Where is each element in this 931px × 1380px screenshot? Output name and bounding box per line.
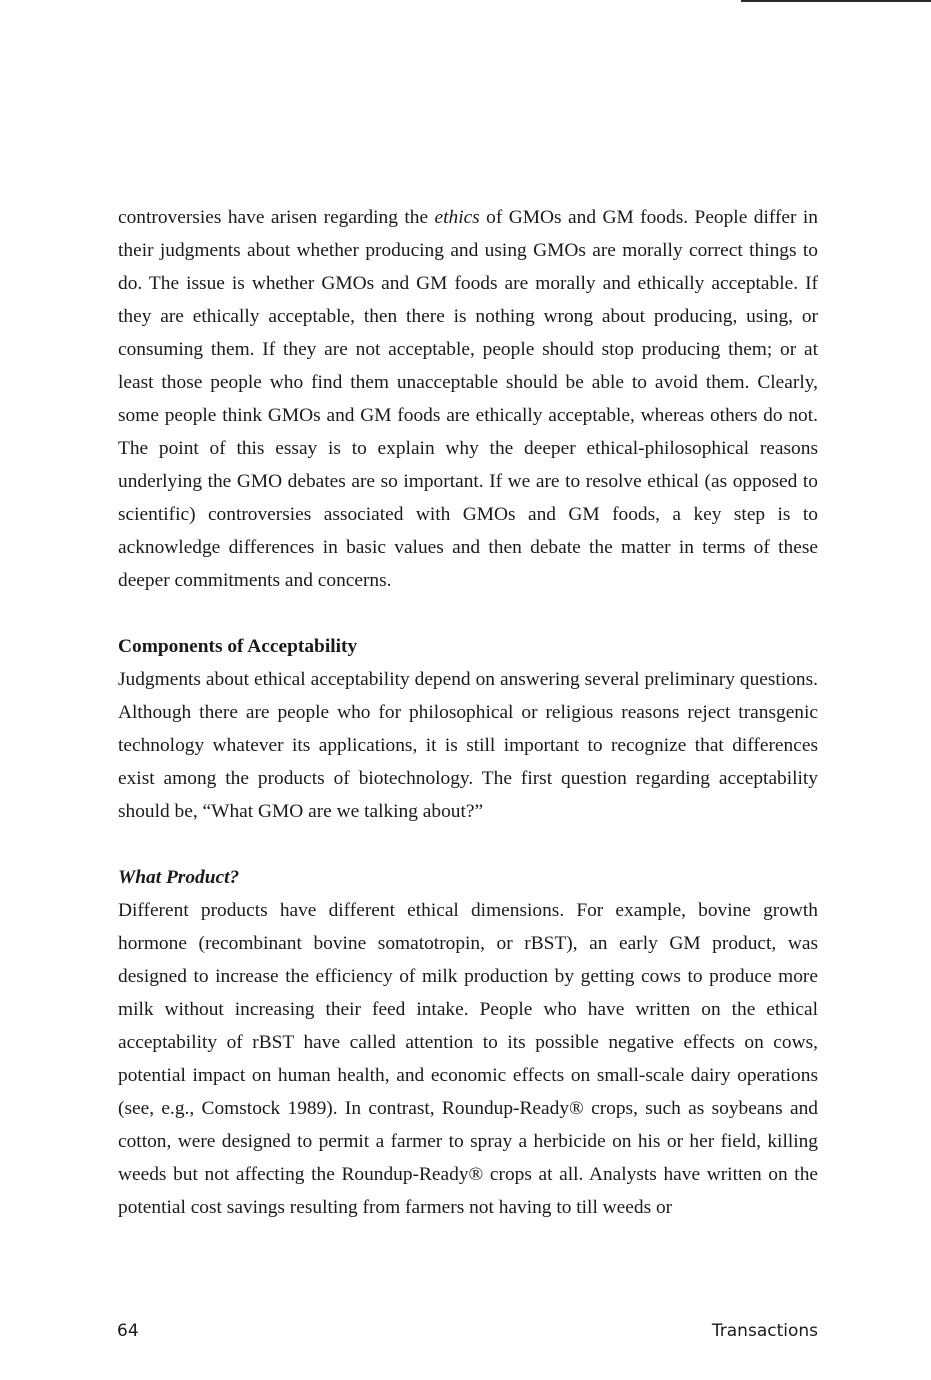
page-footer: [117, 1321, 818, 1347]
section-heading: Components of Acceptability: [118, 636, 358, 657]
page-body: [118, 201, 818, 1224]
subsection-heading: What Product?: [118, 867, 240, 888]
body-paragraph: [118, 201, 818, 597]
body-paragraph: Judgments about ethical acceptability depend on answering several preliminary questions. Although there are people who for philosophical or religious reasons reject transgenic technology whatever its applications, it is still important to recognize that differences exist among the products of biotechnology. The first question regarding acceptability should be, “What GMO are we talking about?”: [118, 669, 818, 822]
paragraph-text: controversies have arisen regarding the: [118, 207, 435, 228]
paragraph-text: of GMOs and GM foods. People differ in their judgments about whether producing and using GMOs are morally correct things to do. The issue is whether GMOs and GM foods are morally and ethically acceptable. If they are ethically acceptable, then there is nothing wrong about producing, using, or consuming them. If they are not acceptable, people should stop producing them; or at least those people who find them unacceptable should be able to avoid them. Clearly, some people think GMOs and GM foods are ethically acceptable, whereas others do not. The point of this essay is to explain why the deeper ethical-philosophical reasons underlying the GMO debates are so important. If we are to resolve ethical (as opposed to scientific) controversies associated with GMOs and GM foods, a key step is to acknowledge differences in basic values and then debate the matter in terms of these deeper commitments and concerns.: [118, 207, 818, 591]
top-edge-rule: [741, 0, 931, 2]
journal-name: Transactions: [711, 1321, 818, 1341]
emphasized-word: ethics: [434, 207, 480, 228]
page-number: 64: [117, 1321, 139, 1341]
body-paragraph: Different products have different ethical dimensions. For example, bovine growth hormone (recombinant bovine somatotropin, or rBST), an early GM product, was designed to increase the efficiency of milk production by getting cows to produce more milk without increasing their feed intake. People who have written on the ethical acceptability of rBST have called attention to its possible negative effects on cows, potential impact on human health, and economic effects on small-scale dairy operations (see, e.g., Comstock 1989). In contrast, Roundup-Ready® crops, such as soybeans and cotton, were designed to permit a farmer to spray a herbicide on his or her field, killing weeds but not affecting the Roundup-Ready® crops at all. Analysts have written on the potential cost savings resulting from farmers not having to till weeds or: [118, 900, 818, 1218]
